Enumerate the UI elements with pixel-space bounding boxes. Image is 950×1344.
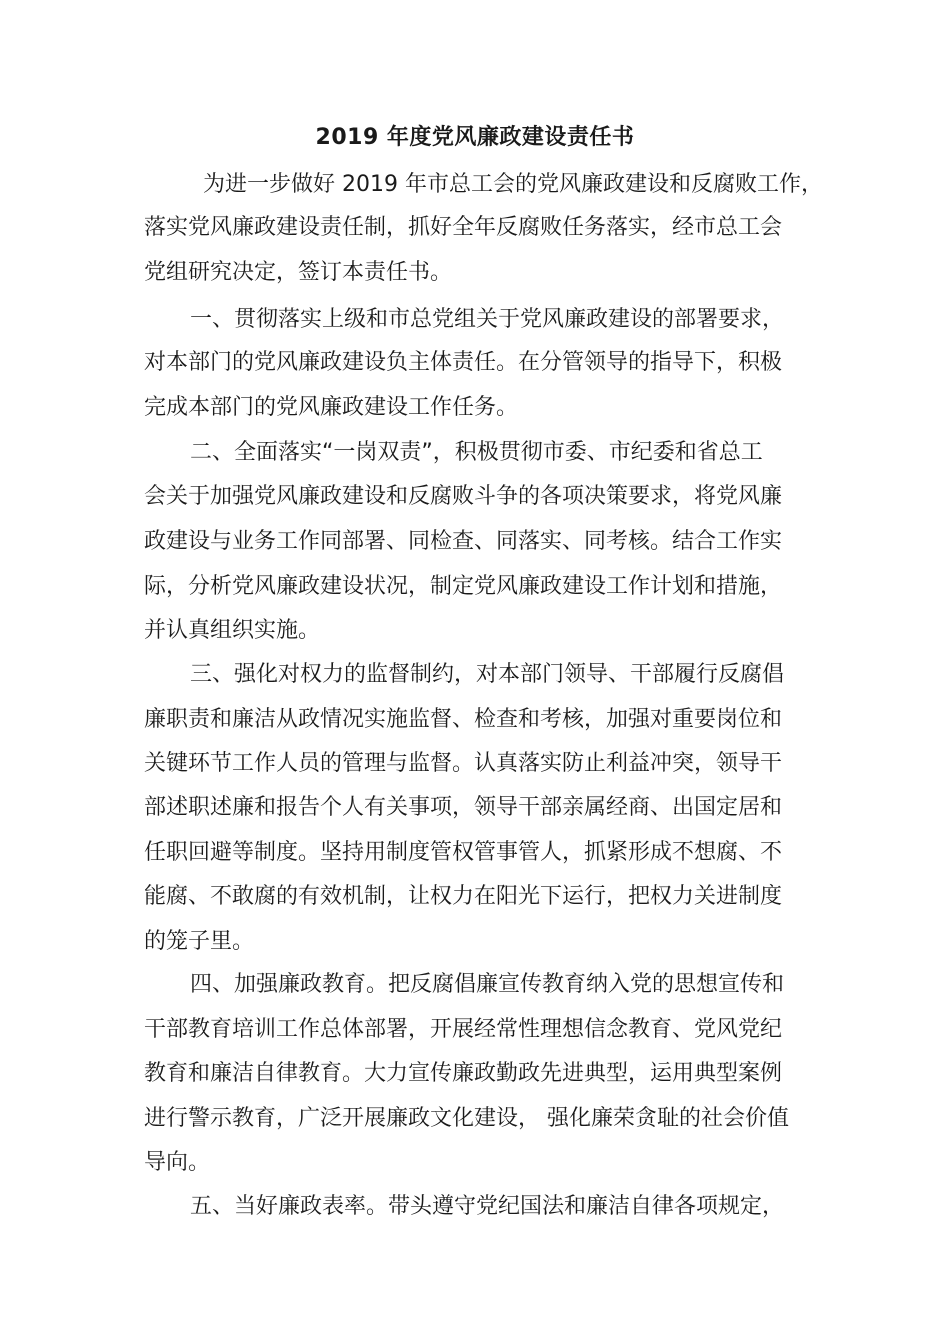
- text-line: 能腐、不敢腐的有效机制，让权力在阳光下运行，把权力关进制度: [144, 884, 783, 909]
- text-line: 对本部门的党风廉政建设负主体责任。在分管领导的指导下，积极: [144, 350, 783, 375]
- text-line: 四、加强廉政教育。把反腐倡廉宣传教育纳入党的思想宣传和: [190, 972, 785, 997]
- text-line: 干部教育培训工作总体部署，开展经常性理想信念教育、党风党纪: [144, 1017, 783, 1042]
- text-line: 导向。: [144, 1150, 211, 1175]
- text-line: 五、当好廉政表率。带头遵守党纪国法和廉洁自律各项规定，: [190, 1194, 785, 1219]
- text-line: 为进一步做好 2019 年市总工会的党风廉政建设和反腐败工作，: [203, 172, 823, 197]
- text-line: 三、强化对权力的监督制约，对本部门领导、干部履行反腐倡: [190, 662, 785, 687]
- text-line: 任职回避等制度。坚持用制度管权管事管人，抓紧形成不想腐、不: [144, 840, 783, 865]
- text-line: 会关于加强党风廉政建设和反腐败斗争的各项决策要求，将党风廉: [144, 484, 783, 509]
- text-line: 完成本部门的党风廉政建设工作任务。: [144, 395, 519, 420]
- text-line: 二、全面落实“一岗双责”，积极贯彻市委、市纪委和省总工: [190, 440, 763, 465]
- text-line: 党组研究决定，签订本责任书。: [144, 260, 453, 285]
- text-line: 进行警示教育，广泛开展廉政文化建设， 强化廉荣贪耻的社会价值: [144, 1106, 789, 1131]
- text-line: 部述职述廉和报告个人有关事项，领导干部亲属经商、出国定居和: [144, 795, 783, 820]
- text-line: 政建设与业务工作同部署、同检查、同落实、同考核。结合工作实: [144, 529, 783, 554]
- text-line: 关键环节工作人员的管理与监督。认真落实防止利益冲突，领导干: [144, 751, 783, 776]
- text-line: 一、贯彻落实上级和市总党组关于党风廉政建设的部署要求，: [190, 307, 785, 332]
- text-line: 廉职责和廉洁从政情况实施监督、检查和考核，加强对重要岗位和: [144, 707, 783, 732]
- text-line: 的笼子里。: [144, 929, 255, 954]
- text-line: 并认真组织实施。: [144, 618, 321, 643]
- text-line: 教育和廉洁自律教育。大力宣传廉政勤政先进典型，运用典型案例: [144, 1061, 783, 1086]
- text-line: 际，分析党风廉政建设状况，制定党风廉政建设工作计划和措施，: [144, 574, 783, 599]
- document-title: 2019 年度党风廉政建设责任书: [315, 125, 635, 150]
- text-line: 落实党风廉政建设责任制，抓好全年反腐败任务落实，经市总工会: [144, 215, 783, 240]
